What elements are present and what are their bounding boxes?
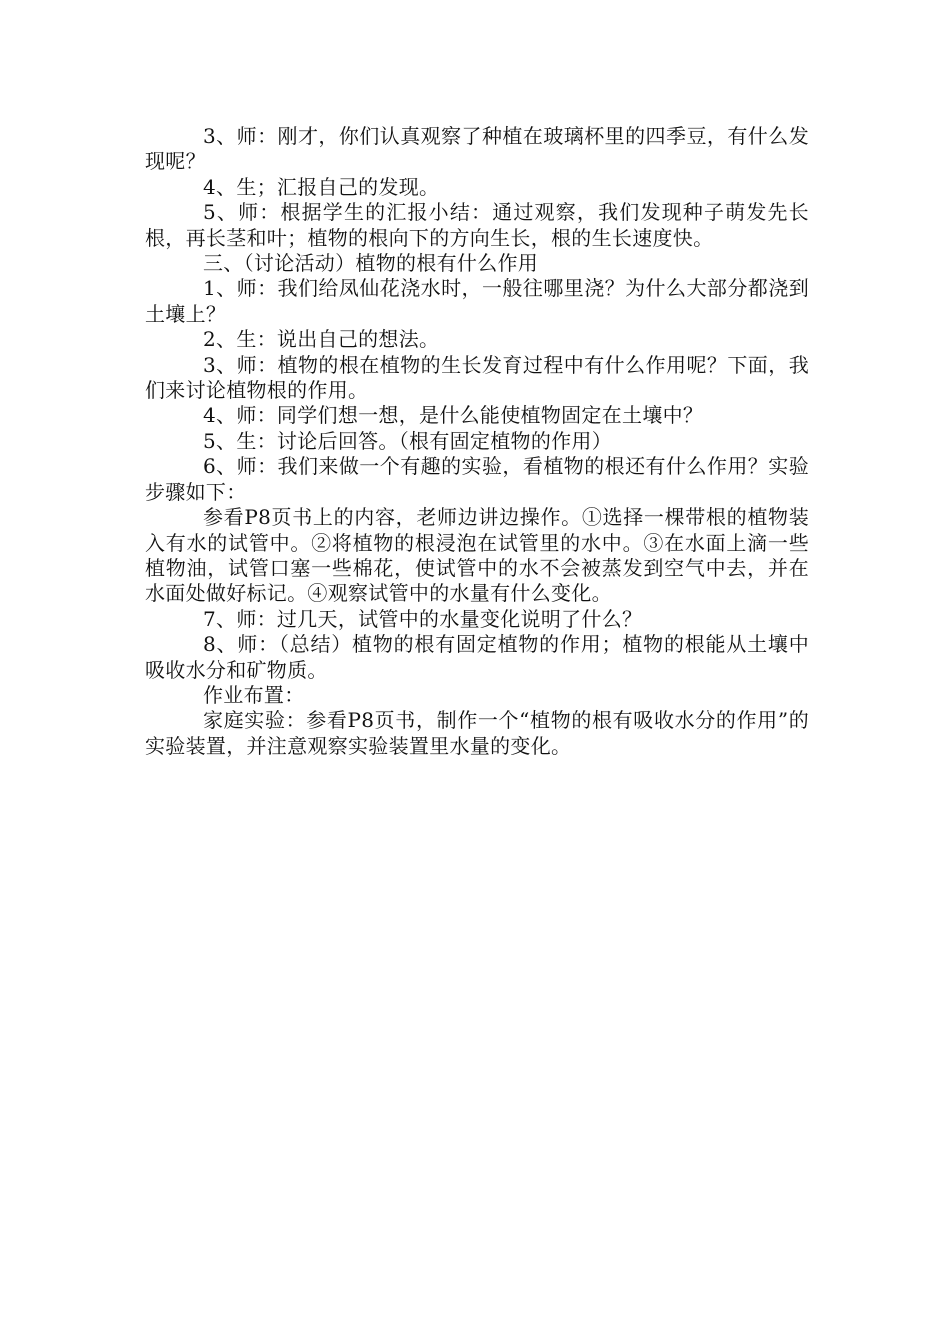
paragraph-step-5-teacher-summary: 5、师：根据学生的汇报小结：通过观察，我们发现种子萌发先长根，再长茎和叶；植物的根向下的方向生长，根的生长速度快。 — [145, 200, 809, 250]
paragraph-discussion-5: 5、生：讨论后回答。（根有固定植物的作用） — [203, 428, 613, 453]
paragraph-discussion-6: 6、师：我们来做一个有趣的实验，看植物的根还有什么作用？实验步骤如下： — [145, 454, 809, 504]
document-body — [145, 124, 809, 759]
paragraph-step-3-teacher: 3、师：刚才，你们认真观察了种植在玻璃杯里的四季豆，有什么发现呢？ — [145, 124, 809, 174]
paragraph-discussion-1: 1、师：我们给凤仙花浇水时，一般往哪里浇？为什么大部分都浇到土壤上？ — [145, 276, 809, 326]
paragraph-discussion-2: 2、生：说出自己的想法。 — [203, 327, 440, 352]
paragraph-home-experiment: 家庭实验：参看P8页书，制作一个“植物的根有吸收水分的作用”的实验装置，并注意观察实验装置里水量的变化。 — [145, 708, 809, 758]
paragraph-discussion-8: 8、师：（总结）植物的根有固定植物的作用；植物的根能从土壤中吸收水分和矿物质。 — [145, 632, 809, 682]
paragraph-experiment-steps: 参看P8页书上的内容，老师边讲边操作。①选择一棵带根的植物装入有水的试管中。②将植物的根浸泡在试管里的水中。③在水面上滴一些植物油，试管口塞一些棉花，使试管中的水不会被蒸发到空气中去，并在水面处做好标记。④观察试管中的水量有什么变化。 — [145, 505, 809, 606]
paragraph-discussion-3: 3、师：植物的根在植物的生长发育过程中有什么作用呢？下面，我们来讨论植物根的作用。 — [145, 352, 809, 403]
paragraph-discussion-7: 7、师：过几天，试管中的水量变化说明了什么？ — [203, 606, 643, 631]
section-heading-discussion: 三、（讨论活动）植物的根有什么作用 — [203, 251, 539, 276]
homework-heading: 作业布置： — [203, 682, 305, 707]
paragraph-step-4-student: 4、生；汇报自己的发现。 — [203, 174, 440, 199]
paragraph-discussion-4: 4、师：同学们想一想，是什么能使植物固定在土壤中？ — [203, 403, 704, 428]
